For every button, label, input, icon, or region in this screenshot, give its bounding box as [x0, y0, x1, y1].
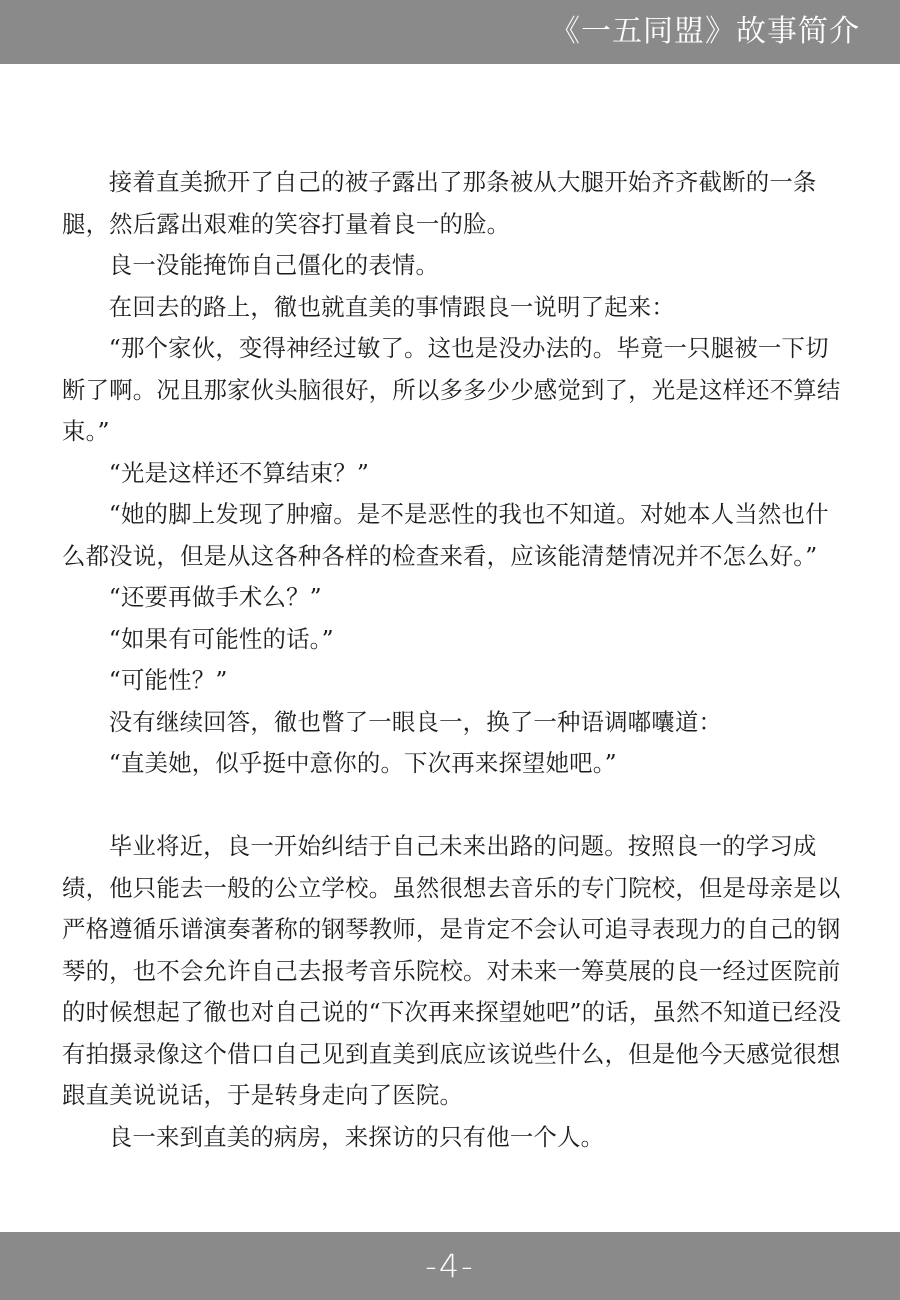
dialogue-paragraph: “可能性？”: [108, 666, 228, 694]
dialogue-paragraph: “光是这样还不算结束？”: [108, 458, 370, 487]
paragraph: 接着直美掀开了自己的被子露出了那条被从大腿开始齐齐截断的一条腿，然后露出艰难的笑容打量着良一的脸。: [62, 168, 817, 238]
dialogue-paragraph: “她的脚上发现了肿瘤。是不是恶性的我也不知道。对她本人当然也什么都没说，但是从这各种各样的检查来看，应该能清楚情况并不怎么好。”: [62, 500, 829, 570]
story-content: [62, 162, 842, 1158]
paragraph: 毕业将近，良一开始纠结于自己未来出路的问题。按照良一的学习成绩，他只能去一般的公立学校。虽然很想去音乐的专门院校，但是母亲是以严格遵循乐谱演奏著称的钢琴教师，是肯定不会认可追寻表现力的自己的钢琴的，也不会允许自己去报考音乐院校。对未来一筹莫展的良一经过医院前的时候想起了徹也对自己说的“下次再来探望她吧”的话，虽然不知道已经没有拍摄录像这个借口自己见到直美到底应该说些什么，但是他今天感觉很想跟直美说说话，于是转身走向了医院。: [62, 832, 842, 1109]
paragraph: 没有继续回答，徹也瞥了一眼良一，换了一种语调嘟囔道：: [108, 707, 723, 736]
dialogue-paragraph: “直美她，似乎挺中意你的。下次再来探望她吧。”: [108, 749, 617, 777]
dialogue-paragraph: “如果有可能性的话。”: [108, 624, 334, 653]
section-break: [62, 785, 842, 827]
header-title: 《一五同盟》故事简介: [550, 14, 860, 49]
paragraph: 在回去的路上，徹也就直美的事情跟良一说明了起来：: [108, 292, 675, 321]
dialogue-paragraph: “那个家伙，变得神经过敏了。这也是没办法的。毕竟一只腿被一下切断了啊。况且那家伙头脑很好，所以多多少少感觉到了，光是这样还不算结束。”: [62, 334, 841, 445]
header-bar: [0, 0, 900, 64]
footer-bar: [0, 1232, 900, 1300]
paragraph: 良一没能掩饰自己僵化的表情。: [108, 251, 440, 279]
dialogue-paragraph: “还要再做手术么？”: [108, 583, 322, 611]
page-number: -4-: [425, 1247, 475, 1285]
paragraph: 良一来到直美的病房，来探访的只有他一个人。: [108, 1122, 605, 1151]
